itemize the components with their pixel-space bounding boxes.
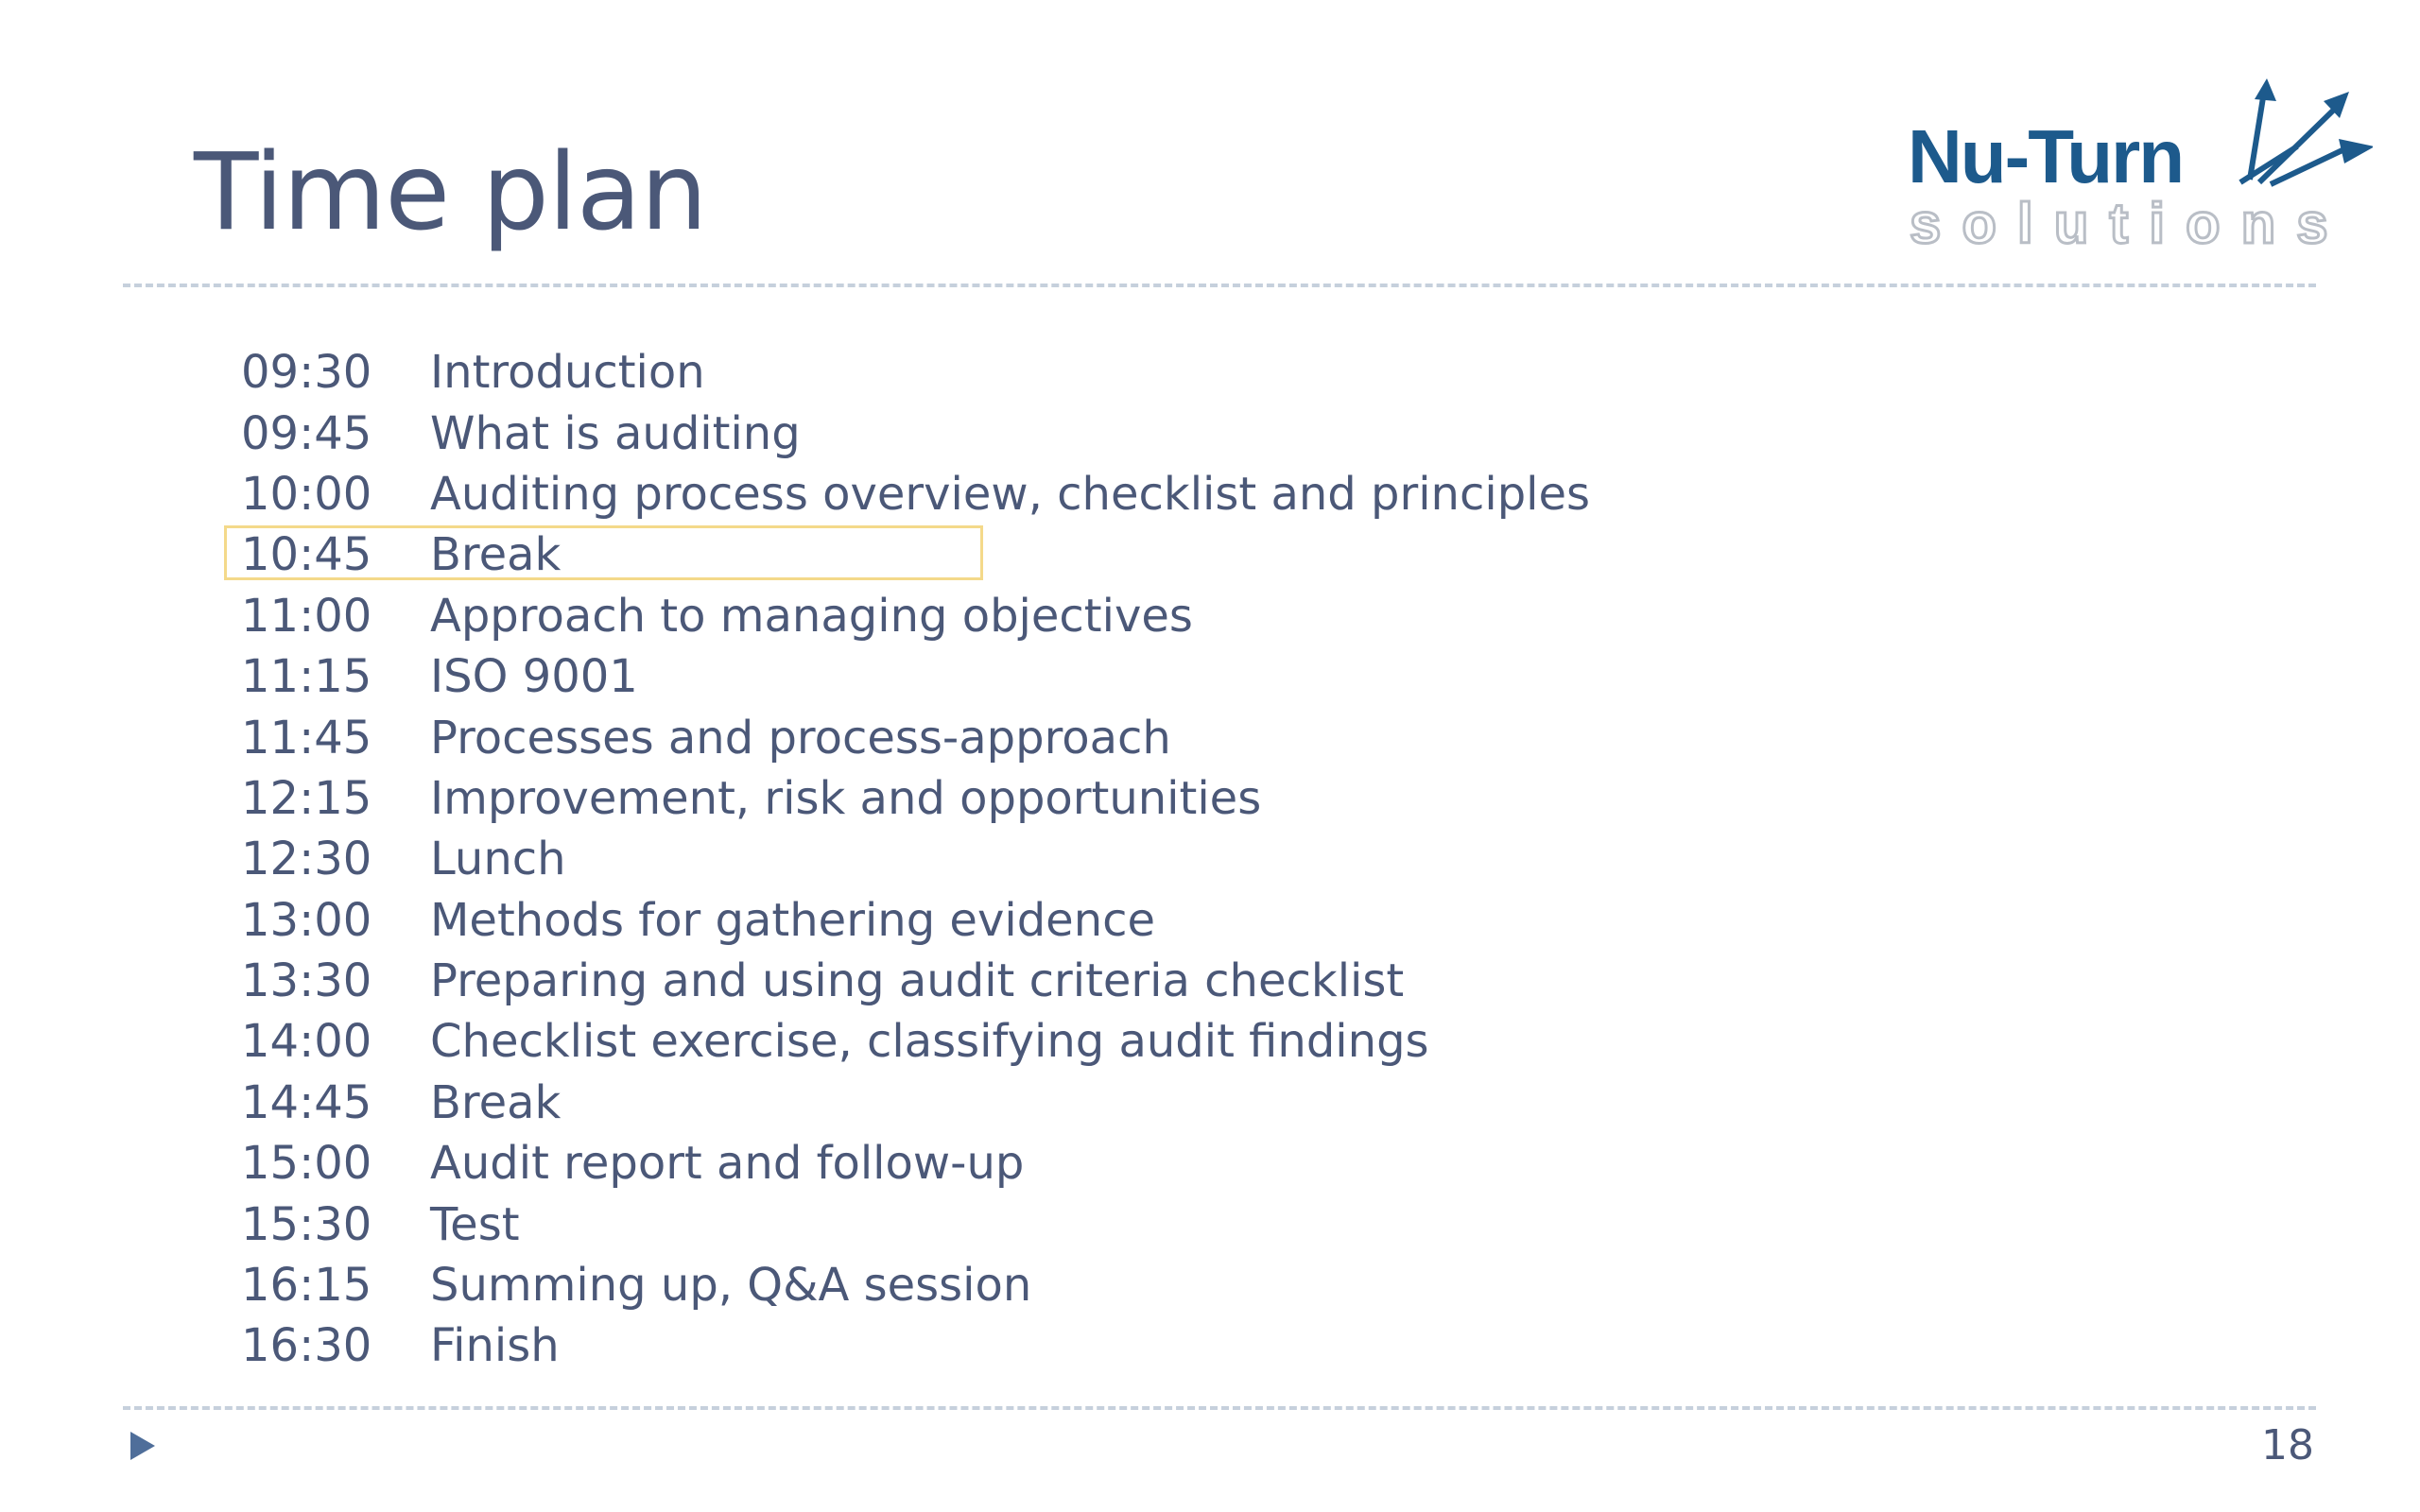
- schedule-row: [241, 1194, 1848, 1254]
- logo-graphic: [1881, 71, 2373, 260]
- arrows-icon: [2240, 78, 2373, 184]
- schedule-time: 14:45: [241, 1075, 372, 1129]
- schedule-row: [241, 768, 1848, 829]
- schedule-time: 12:30: [241, 833, 372, 886]
- logo-tagline-text: solutions: [1910, 192, 2349, 255]
- schedule-time: 13:30: [241, 954, 372, 1008]
- schedule-row: [241, 464, 1848, 524]
- schedule-row: [241, 829, 1848, 889]
- page-number: 18: [2261, 1421, 2314, 1469]
- schedule-row: [241, 1133, 1848, 1194]
- schedule-activity: Approach to managing objectives: [430, 589, 1193, 643]
- schedule-time: 15:30: [241, 1197, 372, 1251]
- logo-brand-text: Nu-Turn: [1908, 114, 2184, 198]
- schedule-activity: What is auditing: [430, 406, 801, 460]
- schedule-activity: Auditing process overview, checklist and principles: [430, 467, 1591, 521]
- play-triangle-icon[interactable]: [129, 1430, 157, 1462]
- schedule-time: 10:00: [241, 467, 372, 521]
- footer-divider: [123, 1406, 2316, 1410]
- schedule-time: 13:00: [241, 893, 372, 947]
- schedule-time: 09:45: [241, 406, 372, 460]
- time-plan-list: [241, 342, 1848, 1377]
- company-logo: [1881, 71, 2373, 260]
- page-title: Time plan: [194, 131, 707, 254]
- schedule-time: 11:00: [241, 589, 372, 643]
- schedule-activity: Checklist exercise, classifying audit findings: [430, 1015, 1429, 1069]
- schedule-time: 11:45: [241, 711, 372, 765]
- schedule-row: [241, 1073, 1848, 1133]
- schedule-row: [241, 1255, 1848, 1315]
- schedule-row: [241, 586, 1848, 646]
- schedule-row: [241, 951, 1848, 1011]
- schedule-time: 16:15: [241, 1259, 372, 1313]
- schedule-activity: Lunch: [430, 833, 566, 886]
- schedule-time: 16:30: [241, 1319, 372, 1373]
- schedule-row: [241, 1011, 1848, 1072]
- schedule-activity: Test: [430, 1197, 520, 1251]
- schedule-row: [241, 707, 1848, 767]
- schedule-time: 14:00: [241, 1015, 372, 1069]
- schedule-activity: Break: [430, 528, 562, 582]
- schedule-time: 11:15: [241, 650, 372, 704]
- schedule-activity: ISO 9001: [430, 650, 638, 704]
- schedule-time: 12:15: [241, 771, 372, 825]
- schedule-row: [241, 1315, 1848, 1376]
- schedule-row: [241, 646, 1848, 707]
- schedule-activity: Introduction: [430, 346, 705, 400]
- header-divider: [123, 284, 2316, 287]
- schedule-activity: Summing up, Q&A session: [430, 1259, 1032, 1313]
- schedule-row: [241, 342, 1848, 403]
- schedule-activity: Finish: [430, 1319, 560, 1373]
- schedule-row: [241, 403, 1848, 463]
- schedule-activity: Improvement, risk and opportunities: [430, 771, 1262, 825]
- schedule-row: [241, 890, 1848, 951]
- schedule-row-highlighted: [241, 524, 1848, 585]
- schedule-activity: Audit report and follow-up: [430, 1137, 1025, 1191]
- schedule-time: 10:45: [241, 528, 372, 582]
- schedule-activity: Methods for gathering evidence: [430, 893, 1156, 947]
- schedule-activity: Break: [430, 1075, 562, 1129]
- schedule-activity: Preparing and using audit criteria checklist: [430, 954, 1405, 1008]
- schedule-time: 15:00: [241, 1137, 372, 1191]
- schedule-activity: Processes and process-approach: [430, 711, 1171, 765]
- schedule-time: 09:30: [241, 346, 372, 400]
